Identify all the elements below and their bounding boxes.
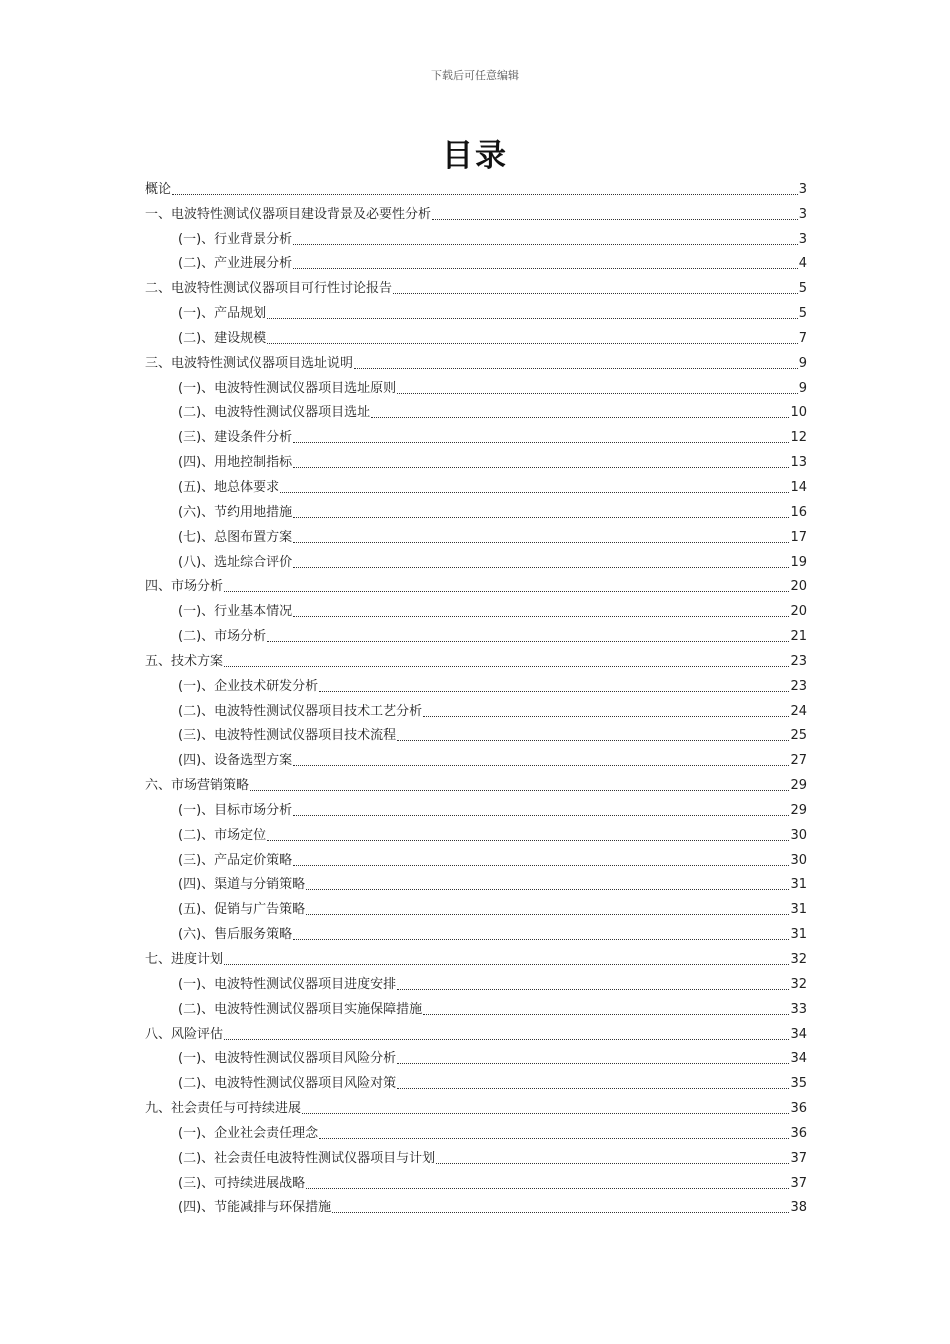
- toc-entry[interactable]: [145, 548, 807, 573]
- toc-entry-page: 19: [790, 554, 807, 570]
- toc-entry-text: (三)、电波特性测试仪器项目技术流程: [178, 728, 397, 744]
- toc-entry[interactable]: [145, 498, 807, 523]
- toc-entry-page: 32: [790, 976, 807, 992]
- toc-entry-page: 32: [790, 952, 807, 967]
- toc-entry-page: 31: [790, 877, 807, 893]
- toc-entry[interactable]: [145, 672, 807, 697]
- toc-dot-leader: [293, 244, 798, 245]
- toc-entry-text: 九、社会责任与可持续进展: [145, 1101, 302, 1117]
- toc-dot-leader: [397, 989, 789, 990]
- toc-entry[interactable]: [145, 1020, 807, 1045]
- toc-entry-text: 六、市场营销策略: [145, 778, 250, 794]
- toc-title: 目录: [442, 138, 508, 174]
- toc-entry-page: 17: [790, 529, 807, 545]
- toc-entry-text: (一)、行业基本情况: [178, 604, 293, 620]
- toc-entry-text: (三)、建设条件分析: [178, 430, 293, 446]
- toc-entry-text: 七、进度计划: [145, 952, 224, 967]
- toc-entry[interactable]: [145, 175, 807, 200]
- header-note: 下载后可任意编辑: [431, 69, 519, 82]
- toc-entry-text: 概论: [145, 181, 172, 197]
- toc-dot-leader: [354, 368, 798, 369]
- toc-dot-leader: [224, 591, 789, 592]
- toc-entry-text: (四)、渠道与分销策略: [178, 877, 306, 893]
- toc-dot-leader: [250, 790, 789, 791]
- toc-entry-text: (一)、电波特性测试仪器项目选址原则: [178, 380, 397, 396]
- toc-entry-text: 三、电波特性测试仪器项目选址说明: [145, 355, 354, 371]
- toc-dot-leader: [293, 442, 789, 443]
- toc-dot-leader: [224, 964, 789, 965]
- toc-entry-text: (一)、企业社会责任理念: [178, 1125, 319, 1141]
- toc-entry-text: (一)、电波特性测试仪器项目进度安排: [178, 976, 397, 992]
- toc-entry[interactable]: [145, 995, 807, 1020]
- toc-entry-text: (五)、地总体要求: [178, 479, 280, 495]
- toc-entry[interactable]: [145, 647, 807, 672]
- toc-entry-text: 二、电波特性测试仪器项目可行性讨论报告: [145, 281, 393, 297]
- toc-entry-page: 27: [790, 753, 807, 769]
- toc-entry-text: (六)、售后服务策略: [178, 927, 293, 943]
- toc-entry-page: 10: [790, 405, 807, 421]
- toc-entry-page: 34: [790, 1026, 807, 1042]
- toc-entry-page: 36: [790, 1125, 807, 1141]
- toc-entry-page: 3: [798, 206, 807, 222]
- toc-entry[interactable]: [145, 200, 807, 225]
- toc-entry-page: 30: [790, 852, 807, 868]
- toc-dot-leader: [397, 1063, 789, 1064]
- toc-entry[interactable]: [145, 1119, 807, 1144]
- toc-entry[interactable]: [145, 1045, 807, 1070]
- toc-entry-page: 29: [790, 802, 807, 818]
- toc-entry-page: 37: [790, 1175, 807, 1191]
- toc-entry-page: 23: [790, 678, 807, 694]
- toc-entry[interactable]: [145, 821, 807, 846]
- toc-entry[interactable]: [145, 274, 807, 299]
- toc-entry-page: 14: [790, 479, 807, 495]
- toc-dot-leader: [319, 1138, 789, 1139]
- toc-entry[interactable]: [145, 597, 807, 622]
- toc-entry[interactable]: [145, 970, 807, 995]
- toc-entry-text: (二)、市场分析: [178, 629, 267, 645]
- toc-dot-leader: [280, 492, 789, 493]
- toc-entry[interactable]: [145, 448, 807, 473]
- toc-entry-text: (二)、电波特性测试仪器项目选址: [178, 405, 371, 421]
- toc-dot-leader: [293, 865, 789, 866]
- toc-entry-text: (二)、建设规模: [178, 330, 267, 346]
- toc-dot-leader: [306, 889, 789, 890]
- toc-entry-page: 31: [790, 927, 807, 943]
- toc-dot-leader: [224, 666, 789, 667]
- toc-entry-page: 34: [790, 1051, 807, 1067]
- toc-entry-page: 38: [790, 1200, 807, 1216]
- toc-entry-text: (二)、市场定位: [178, 827, 267, 843]
- toc-entry[interactable]: [145, 1194, 807, 1219]
- toc-entry-page: 30: [790, 827, 807, 843]
- toc-dot-leader: [293, 567, 789, 568]
- toc-dot-leader: [302, 1113, 789, 1114]
- toc-dot-leader: [306, 914, 789, 915]
- toc-entry-page: 3: [798, 181, 807, 197]
- toc-entry-text: (一)、目标市场分析: [178, 802, 293, 818]
- toc-dot-leader: [371, 417, 789, 418]
- toc-dot-leader: [293, 616, 789, 617]
- toc-entry-text: (七)、总图布置方案: [178, 529, 293, 545]
- toc-dot-leader: [393, 293, 798, 294]
- toc-entry-page: 9: [798, 355, 807, 371]
- toc-entry-text: (五)、促销与广告策略: [178, 902, 306, 918]
- toc-entry[interactable]: [145, 920, 807, 945]
- toc-dot-leader: [306, 1188, 789, 1189]
- toc-entry-text: 一、电波特性测试仪器项目建设背景及必要性分析: [145, 206, 432, 222]
- toc-entry[interactable]: [145, 771, 807, 796]
- toc-entry[interactable]: [145, 895, 807, 920]
- toc-entry[interactable]: [145, 622, 807, 647]
- toc-entry-page: 23: [790, 653, 807, 669]
- toc-dot-leader: [224, 1039, 789, 1040]
- toc-entry-text: (一)、电波特性测试仪器项目风险分析: [178, 1051, 397, 1067]
- toc-dot-leader: [293, 765, 789, 766]
- toc-entry-page: 3: [798, 231, 807, 247]
- toc-dot-leader: [267, 343, 798, 344]
- toc-entry-text: (四)、节能减排与环保措施: [178, 1200, 332, 1216]
- toc-entry[interactable]: [145, 945, 807, 970]
- toc-entry[interactable]: [145, 374, 807, 399]
- toc-entry-page: 20: [790, 579, 807, 595]
- toc-entry[interactable]: [145, 1069, 807, 1094]
- toc-entry-page: 31: [790, 902, 807, 918]
- toc-entry-page: 35: [790, 1076, 807, 1092]
- toc-entry-text: (一)、行业背景分析: [178, 231, 293, 247]
- toc-entry-page: 4: [798, 256, 807, 272]
- toc-entry-page: 21: [790, 629, 807, 645]
- toc-entry[interactable]: [145, 722, 807, 747]
- toc-entry-page: 5: [798, 281, 807, 297]
- toc-entry-text: (四)、设备选型方案: [178, 753, 293, 769]
- toc-entry[interactable]: [145, 573, 807, 598]
- toc-entry-text: (二)、电波特性测试仪器项目技术工艺分析: [178, 703, 423, 719]
- toc-entry-page: 25: [790, 728, 807, 744]
- toc-dot-leader: [423, 716, 789, 717]
- table-of-contents: [145, 175, 807, 1218]
- toc-entry[interactable]: [145, 399, 807, 424]
- toc-dot-leader: [293, 268, 798, 269]
- toc-entry[interactable]: [145, 1144, 807, 1169]
- toc-entry[interactable]: [145, 349, 807, 374]
- toc-entry-text: 四、市场分析: [145, 579, 224, 595]
- toc-entry-page: 20: [790, 604, 807, 620]
- toc-dot-leader: [267, 641, 789, 642]
- toc-entry-text: (八)、选址综合评价: [178, 554, 293, 570]
- toc-dot-leader: [436, 1163, 789, 1164]
- toc-entry-text: (一)、产品规划: [178, 306, 267, 322]
- toc-dot-leader: [172, 194, 798, 195]
- toc-dot-leader: [293, 467, 789, 468]
- toc-entry[interactable]: [145, 324, 807, 349]
- toc-dot-leader: [319, 691, 789, 692]
- toc-entry[interactable]: [145, 871, 807, 896]
- toc-entry[interactable]: [145, 846, 807, 871]
- toc-entry-text: (六)、节约用地措施: [178, 504, 293, 520]
- toc-dot-leader: [293, 815, 789, 816]
- toc-entry[interactable]: [145, 746, 807, 771]
- toc-dot-leader: [397, 740, 789, 741]
- toc-dot-leader: [397, 1088, 789, 1089]
- toc-dot-leader: [293, 939, 789, 940]
- toc-entry[interactable]: [145, 1169, 807, 1194]
- toc-entry-text: 八、风险评估: [145, 1026, 224, 1042]
- toc-entry[interactable]: [145, 697, 807, 722]
- toc-entry[interactable]: [145, 250, 807, 275]
- toc-entry[interactable]: [145, 299, 807, 324]
- toc-entry[interactable]: [145, 796, 807, 821]
- toc-entry-page: 33: [790, 1001, 807, 1017]
- toc-entry-text: (二)、电波特性测试仪器项目风险对策: [178, 1076, 397, 1092]
- toc-entry-page: 24: [790, 703, 807, 719]
- toc-dot-leader: [293, 517, 789, 518]
- toc-entry-page: 37: [790, 1150, 807, 1166]
- toc-entry[interactable]: [145, 1094, 807, 1119]
- toc-dot-leader: [423, 1014, 789, 1015]
- toc-dot-leader: [332, 1212, 789, 1213]
- toc-entry-page: 5: [798, 306, 807, 322]
- toc-dot-leader: [267, 840, 789, 841]
- toc-entry-text: (二)、电波特性测试仪器项目实施保障措施: [178, 1001, 423, 1017]
- toc-entry[interactable]: [145, 473, 807, 498]
- toc-dot-leader: [267, 318, 798, 319]
- toc-entry-text: (四)、用地控制指标: [178, 455, 293, 471]
- toc-entry[interactable]: [145, 523, 807, 548]
- toc-dot-leader: [293, 542, 789, 543]
- toc-entry-page: 7: [798, 330, 807, 346]
- toc-entry-page: 12: [790, 430, 807, 446]
- toc-entry-text: 五、技术方案: [145, 653, 224, 669]
- toc-entry-page: 9: [798, 380, 807, 396]
- toc-dot-leader: [397, 393, 798, 394]
- toc-entry-page: 13: [790, 455, 807, 471]
- toc-dot-leader: [432, 219, 798, 220]
- toc-entry-page: 36: [790, 1101, 807, 1117]
- toc-entry[interactable]: [145, 225, 807, 250]
- toc-entry-page: 29: [790, 778, 807, 794]
- toc-entry-text: (一)、企业技术研发分析: [178, 678, 319, 694]
- toc-entry-text: (二)、产业进展分析: [178, 256, 293, 272]
- toc-entry[interactable]: [145, 423, 807, 448]
- toc-entry-text: (三)、产品定价策略: [178, 852, 293, 868]
- toc-entry-text: (三)、可持续进展战略: [178, 1175, 306, 1191]
- toc-entry-text: (二)、社会责任电波特性测试仪器项目与计划: [178, 1150, 436, 1166]
- toc-entry-page: 16: [790, 504, 807, 520]
